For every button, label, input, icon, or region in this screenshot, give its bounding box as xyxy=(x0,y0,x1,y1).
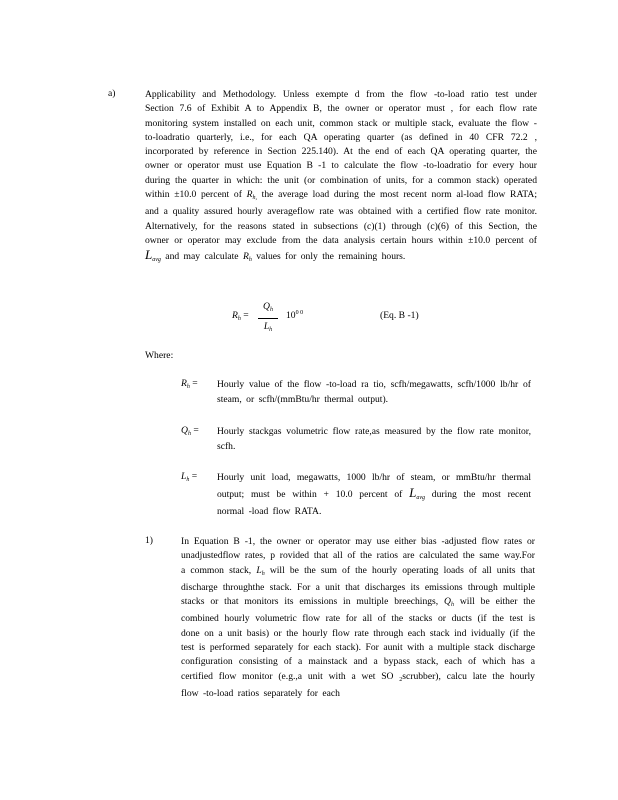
paragraph-a-text-2: the average load during the most recent norm al-load flow RATA; and a quality assured hourly averageflow rate was obtained with a certified flow rate monitor. Alternatively, for the reasons stated in subsections (c)(1) through (c)(6) of this Section, the owner or operator may exclude from the data analysis certain hours within ±10.0 percent of xyxy=(145,189,537,246)
lavg-symbol: $L_{avg}$ xyxy=(409,484,426,501)
paragraph-a xyxy=(145,88,537,268)
paragraph-1-label: 1) xyxy=(145,535,153,546)
fraction-bar xyxy=(258,318,278,319)
lavg-symbol: $L_{avg}$ xyxy=(145,247,161,264)
equation-denominator: $L_h$ xyxy=(263,321,273,333)
paragraph-a-text-4: values for only the remaining hours. xyxy=(251,251,406,263)
equation-b1 xyxy=(232,300,532,340)
equation-factor: $10^{0 0}$ xyxy=(286,310,304,321)
rh-symbol-2: $R_h$ xyxy=(242,251,252,264)
paragraph-a-text-1: Applicability and Methodology. Unless exempte d from the flow -to-load ratio test under Section 7.6 of Exhibit A to Appendix B, the owner or operator must , for each flow rate monitoring system installed on each unit, common stack or multiple stack, evaluate the flow -to-loadratio quarterly, i.e., for each QA operating quarter (as defined in 40 CFR 72.2 , incorporated by reference in Section 225.140). At the end of each QA operating quarter, the owner or operator must use Equation B -1 to calculate the flow -to-loadratio for every hour during the quarter in which: the unit (or combination of units, for a common stack) operated within ±10.0 percent of xyxy=(145,89,537,201)
rh-symbol: $R_{h,}$ xyxy=(246,189,257,202)
definition-text: Hourly unit load, megawatts, 1000 lb/hr of steam, or mmBtu/hr thermal output; must be within + 10.0 percent of $L_{avg}$ during the most recent normal -load flow RATA. xyxy=(217,472,532,517)
equation-lhs: $R_h$ = xyxy=(232,310,249,322)
equation-label: (Eq. B -1) xyxy=(380,310,419,321)
qh-symbol: $Q_h$ xyxy=(444,596,454,609)
equation-fraction xyxy=(258,300,278,337)
where-label: Where: xyxy=(145,350,174,361)
definition-term: $R_h$ = xyxy=(181,378,198,390)
so2-subscript: 2 xyxy=(399,676,403,683)
definition-term: $Q_h$ = xyxy=(181,425,199,437)
definition-text: Hourly value of the flow -to-load ra tio, scfh/megawatts, scfh/1000 lb/hr of steam, or scfh/(mmBtu/hr thermal output). xyxy=(217,379,531,405)
lh-symbol: $L_h$ xyxy=(256,564,265,577)
definition-term: $L_h$ = xyxy=(181,471,198,483)
paragraph-1: In Equation B -1, the owner or operator may use either bias -adjusted flow rates or unadjustedflow rates, p rovided that all of the ratios are calculated the same way.For a common stack, $L_h$ will be the sum of the hourly operating loads of all units that discharge throughthe stack. For a unit that discharges its emissions through multiple stacks or that monitors its emissions in multiple breechings, $Q_h$ will be either the combined hourly volumetric flow rate for all of the stacks or ducts (if the test is done on a unit basis) or the hourly flow rate through each stack ind ividually (if the test is performed separately for each stack). For aunit with a multiple stack discharge configuration consisting of a mainstack and a bypass stack, each of which has a certified flow monitor (e.g.,a unit with a wet SO $_2$scrubber), calcu late the hourly flow -to-load ratios separately for each xyxy=(181,536,535,699)
paragraph-a-label: a) xyxy=(108,88,116,99)
equation-numerator: $Q_h$ xyxy=(263,301,273,313)
definition-text: Hourly stackgas volumetric flow rate,as measured by the flow rate monitor, scfh. xyxy=(217,426,531,452)
paragraph-a-text-3: and may calculate xyxy=(160,251,243,263)
